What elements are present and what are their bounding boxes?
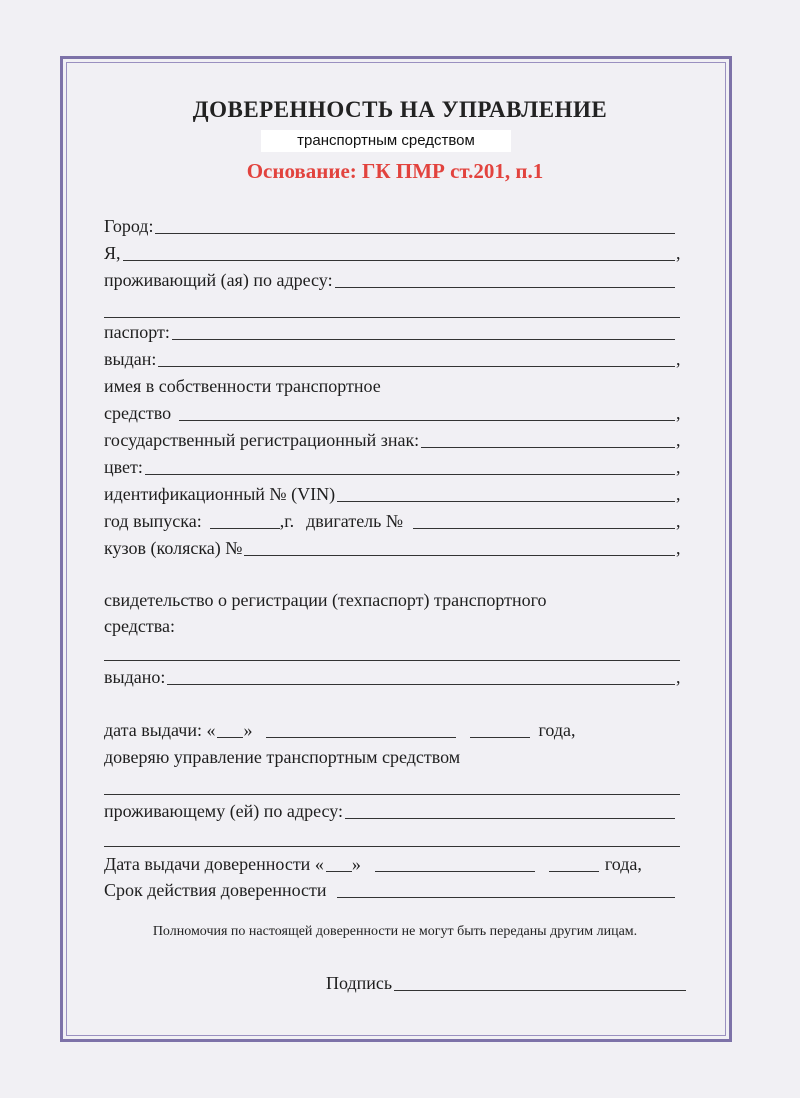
validity-label: Срок действия доверенности	[104, 880, 327, 900]
trustee-name-field[interactable]	[104, 794, 680, 795]
trustee-address-field[interactable]	[345, 800, 675, 819]
year-label: год выпуска:	[104, 511, 202, 531]
name-label: Я,	[104, 243, 121, 263]
quote-close: »	[351, 854, 361, 874]
issue-month-field[interactable]	[266, 719, 456, 738]
passport-field[interactable]	[172, 321, 675, 340]
poa-year-field[interactable]	[549, 853, 599, 872]
legal-basis: Основание: ГК ПМР ст.201, п.1	[246, 159, 544, 183]
vin-label: идентификационный № (VIN)	[104, 484, 336, 504]
vehicle-label: средство	[104, 403, 172, 423]
issue-date-row	[104, 717, 684, 743]
passport-row	[104, 319, 684, 345]
ownership-row	[104, 373, 684, 399]
address-label: проживающий (ая) по адресу:	[104, 270, 333, 290]
year-suffix: ,г.	[279, 511, 295, 531]
entrust-label: доверяю управление транспортным средством	[104, 747, 461, 767]
body-label: кузов (коляска) №	[104, 538, 243, 558]
issued-by-row	[104, 346, 684, 372]
address-field[interactable]	[335, 269, 675, 288]
issued-row	[104, 664, 684, 690]
year-word: года,	[604, 854, 642, 874]
poa-month-field[interactable]	[375, 853, 535, 872]
footer-note: Полномочия по настоящей доверенности не могут быть переданы другим лицам.	[152, 924, 638, 939]
name-row	[104, 240, 684, 266]
year-word: года,	[538, 720, 576, 740]
certificate-label: свидетельство о регистрации (техпаспорт) транспортного	[104, 590, 547, 610]
city-field[interactable]	[155, 215, 675, 234]
name-field[interactable]	[123, 242, 675, 261]
comma: ,	[676, 457, 681, 477]
issued-field[interactable]	[167, 666, 675, 685]
address-field-continued[interactable]	[104, 317, 680, 318]
trustee-address-row	[104, 798, 684, 824]
comma: ,	[676, 243, 681, 263]
reg-sign-field[interactable]	[421, 429, 675, 448]
city-label: Город:	[104, 216, 154, 236]
ownership-label: имея в собственности транспортное	[104, 376, 381, 396]
vehicle-field[interactable]	[179, 402, 675, 421]
document-subtitle: транспортным средством	[261, 130, 511, 152]
color-label: цвет:	[104, 457, 143, 477]
comma: ,	[676, 403, 681, 423]
signature-field[interactable]	[394, 972, 686, 991]
reg-sign-label: государственный регистрационный знак:	[104, 430, 420, 450]
issue-year-field[interactable]	[470, 719, 530, 738]
signature-label: Подпись	[326, 973, 393, 993]
year-engine-row	[104, 508, 684, 534]
reg-sign-row	[104, 427, 684, 453]
issue-date-label: дата выдачи: «	[104, 720, 216, 740]
comma: ,	[676, 511, 681, 531]
engine-field[interactable]	[413, 510, 675, 529]
address-row	[104, 267, 684, 293]
document-title: ДОВЕРЕННОСТЬ НА УПРАВЛЕНИЕ	[192, 97, 608, 122]
issue-day-field[interactable]	[217, 719, 243, 738]
quote-close: »	[243, 720, 253, 740]
poa-day-field[interactable]	[326, 853, 352, 872]
poa-date-row	[104, 851, 684, 877]
validity-row	[104, 877, 684, 903]
poa-date-label: Дата выдачи доверенности «	[104, 854, 324, 874]
comma: ,	[676, 667, 681, 687]
signature-row	[326, 970, 686, 996]
body-field[interactable]	[244, 537, 675, 556]
color-row	[104, 454, 684, 480]
certificate-row-2	[104, 613, 684, 639]
certificate-row	[104, 587, 684, 613]
city-row	[104, 213, 684, 239]
issued-by-field[interactable]	[158, 348, 675, 367]
color-field[interactable]	[145, 456, 675, 475]
issued-label: выдано:	[104, 667, 166, 687]
engine-label: двигатель №	[306, 511, 404, 531]
vehicle-row	[104, 400, 684, 426]
year-field[interactable]	[210, 510, 280, 529]
certificate-label-2: средства:	[104, 616, 176, 636]
comma: ,	[676, 349, 681, 369]
entrust-row	[104, 744, 684, 770]
certificate-field[interactable]	[104, 660, 680, 661]
comma: ,	[676, 538, 681, 558]
issued-by-label: выдан:	[104, 349, 157, 369]
body-row	[104, 535, 684, 561]
vin-field[interactable]	[337, 483, 675, 502]
validity-field[interactable]	[337, 879, 675, 898]
vin-row	[104, 481, 684, 507]
passport-label: паспорт:	[104, 322, 170, 342]
trustee-address-label: проживающему (ей) по адресу:	[104, 801, 344, 821]
trustee-address-field-continued[interactable]	[104, 846, 680, 847]
comma: ,	[676, 430, 681, 450]
comma: ,	[676, 484, 681, 504]
